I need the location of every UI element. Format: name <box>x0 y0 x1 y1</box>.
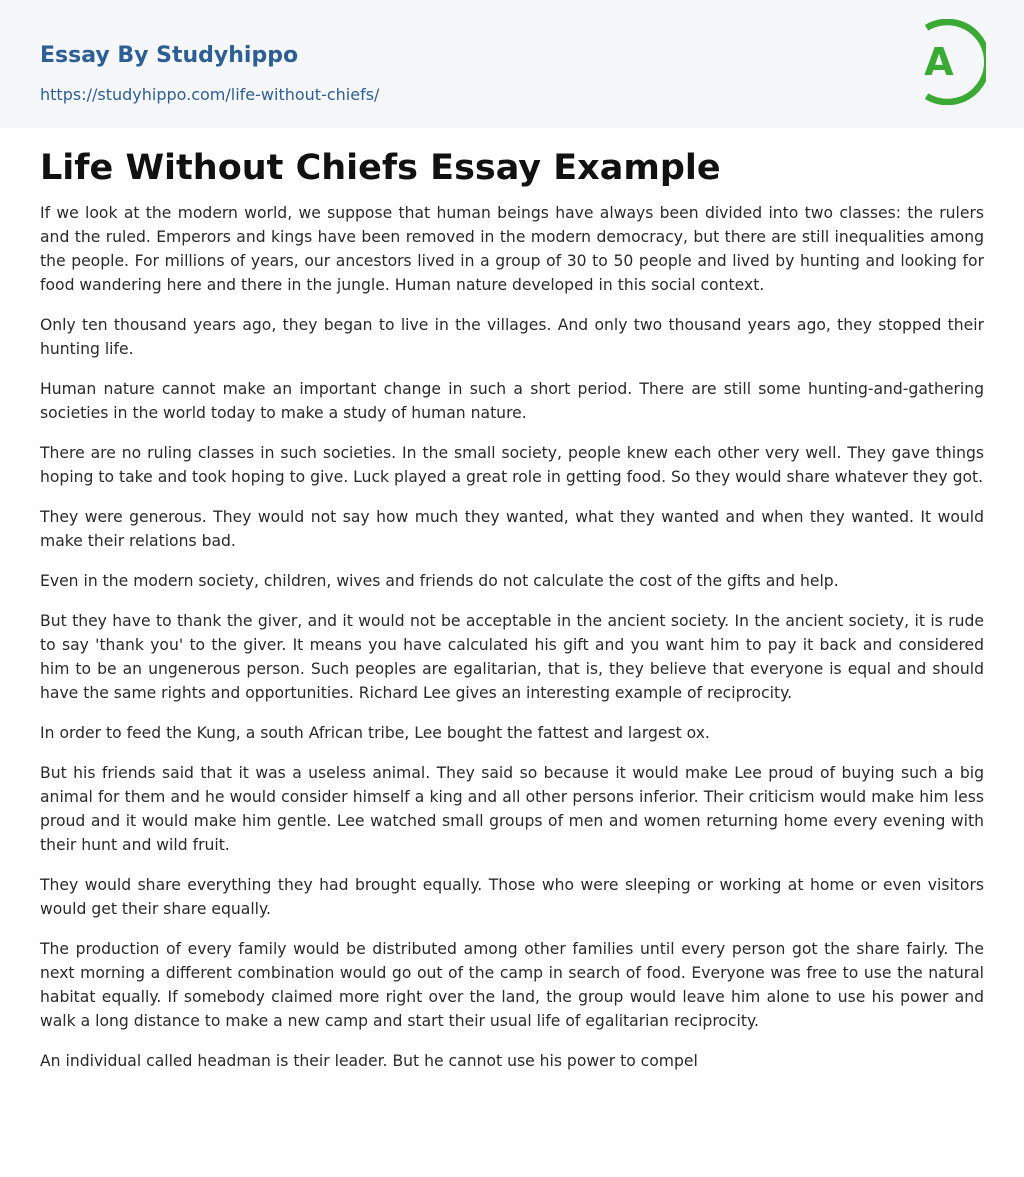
essay-paragraph: They would share everything they had brought equally. Those who were sleeping or working at home or even visitors would get their share equally. <box>40 876 984 918</box>
essay-paragraph: In order to feed the Kung, a south African tribe, Lee bought the fattest and largest ox. <box>40 724 710 742</box>
essay-paragraph: An individual called headman is their leader. But he cannot use his power to compel <box>40 1052 698 1070</box>
essay-paragraph: Only ten thousand years ago, they began to live in the villages. And only two thousand years ago, they stopped their hunting life. <box>40 316 984 358</box>
studyhippo-logo-icon[interactable] <box>914 19 986 105</box>
essay-paragraph: The production of every family would be distributed among other families until every person got the share fairly. The next morning a different combination would go out of the camp in search of food. Everyone was free to use the natural habitat equally. If somebody claimed more right over the land, the group would leave him alone to use his power and walk a long distance to make a new camp and start their usual life of egalitarian reciprocity. <box>40 940 984 1030</box>
logo-letter: A <box>924 40 954 84</box>
essay-paragraph: But they have to thank the giver, and it would not be acceptable in the ancient society. In the ancient society, it is rude to say 'thank you' to the giver. It means you have calculated his gift and you want him to pay it back and considered him to be an ungenerous person. Such peoples are egalitarian, that is, they believe that everyone is equal and should have the same rights and opportunities. Richard Lee gives an interesting example of reciprocity. <box>40 612 984 702</box>
essay-paragraph: If we look at the modern world, we suppose that human beings have always been divided into two classes: the rulers and the ruled. Emperors and kings have been removed in the modern democracy, but there are still inequalities among the people. For millions of years, our ancestors lived in a group of 30 to 50 people and lived by hunting and looking for food wandering here and there in the jungle. Human nature developed in this social context. <box>40 204 984 294</box>
essay-body <box>40 201 984 1073</box>
site-brand[interactable]: Essay By Studyhippo <box>40 43 299 68</box>
essay-paragraph: They were generous. They would not say how much they wanted, what they wanted and when they wanted. It would make their relations bad. <box>40 508 984 550</box>
essay-paragraph: But his friends said that it was a useless animal. They said so because it would make Lee proud of buying such a big animal for them and he would consider himself a king and all other persons inferior. Their criticism would make him less proud and it would make him gentle. Lee watched small groups of men and women returning home every evening with their hunt and wild fruit. <box>40 764 984 854</box>
essay-paragraph: Human nature cannot make an important change in such a short period. There are still some hunting-and-gathering societies in the world today to make a study of human nature. <box>40 380 984 422</box>
essay-content <box>0 145 1024 1073</box>
page-header <box>0 0 1024 128</box>
essay-title: Life Without Chiefs Essay Example <box>40 148 721 188</box>
essay-paragraph: Even in the modern society, children, wives and friends do not calculate the cost of the gifts and help. <box>40 572 839 590</box>
essay-url-link[interactable]: https://studyhippo.com/life-without-chiefs/ <box>40 85 380 104</box>
essay-paragraph: There are no ruling classes in such societies. In the small society, people knew each other very well. They gave things hoping to take and took hoping to give. Luck played a great role in getting food. So they would share whatever they got. <box>40 444 984 486</box>
